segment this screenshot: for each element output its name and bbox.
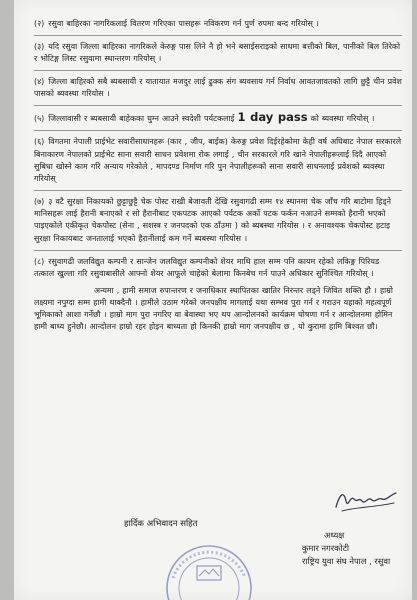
divider [34,130,402,131]
paragraph-number: (५) [34,114,45,124]
divider [34,250,402,251]
paragraph-number: (२) [34,19,45,28]
paragraph-number: (४) [34,77,45,87]
paragraph-6 [34,136,402,185]
divider [34,190,402,191]
paragraph-number: (७) [34,197,45,207]
signature-block [302,529,390,568]
signature-icon [332,485,402,519]
paragraph-text: जिल्ला बाहिरको सबै ब्यबसायी र यातायात मजदुर लाई ढुक्क संग ब्यवसाय गर्न निर्वाध आवतजावतको लागि छुट्टै चीन प्रवेश पासको ब्यवस्था गरियोस । [34,77,402,99]
document-body [34,18,402,342]
paragraph-number: (६) [34,137,45,147]
signatory-name: कुमार नगरकोटी [302,543,350,553]
signatory-organization: राष्ट्रिय युवा संघ नेपाल , रसुवा [302,556,391,566]
organization-stamp-icon [149,526,269,600]
paragraph-text: को ब्यवस्था गरियोस् । [307,114,375,124]
paragraph-text: विगतमा नेपाली प्राईभेट सवारीसाधानहरू (कार , जीप, बाईक) केरुङ्ग प्रवेश दिईरहेकोमा केही वर्ष अघिबाट नेपाल सरकारले बिनाकारण नेपालको प्राईभेट साना सवारी साधन प्रवेशमा रोक लगाई , चीन सरकारले गरि खाने नेपालीहरूलाई दिदै आएको सुबिधा खोस्ने काम गरि अन्याय गरेकोले , मापदण्ड निर्माण गरि पुन नेपालीहरूको साना सवारी साधनलाई प्रवेशको ब्यवस्था गरियोस् [34,137,402,184]
paragraph-2 [34,18,402,30]
closing-paragraph: अन्यमा , हामी समाज रुपान्तरण र जनाधिकार स्थापितका खातिर निरन्तर लड्ने जिवित शक्ति हौ । हाम्रो लक्ष्यमा नपुग्दा सम्म हामी थाक्दैनौ । हामीले उठाम गरेको जनपक्षीय मागलाई यथा सम्भव पुरा गर्न र गराउन यहाको महत्वपूर्ण भूमिकाको आशा गर्नेछौ । हाम्रो माग पुरा नगरिए वा बेवास्था भए थप आन्दोलनको कार्यक्रम घोषणा गर्न र आन्दोलनमा होमिन हामी बाध्य हुनेछौ। आन्दोलन हाम्रो रहर होइन बाध्यता हो किनकी हाम्रो माग जनपक्षीय छ , यो कुरामा हामि बिश्वत छौ। [34,285,393,332]
paragraph-text: ३ वटै सुरक्षा निकायको छुट्टाछुट्टै चेक पोस्ट राखी बेजावती देखि रसुवागढी सम्म १४ स्थानमा चेक जाँच गरि बाटोमा हिड्ने मानिसहरू लाई हैरानी बनाएको र सो हैरानीबाट एकपटक आएको पर्यटक अर्को पटक फर्कन नआउने सम्मको हैरानी भएको पाइएकोले एकीकृत चेकपोस्ट (सेना , सशस्त्र र जनपदको एक ठाँउमा ) को ब्यबस्था गरियोस । र अनावश्यक चेकपोस्ट हटाइ सुरक्षा निकायबाट जनतालाई भएको हैरानीलाई कम गर्ने ब्यबस्था गरियोस । [34,197,391,243]
paragraph-text: यदि रसुवा जिल्ला बाहिरका नागरिकले केरुङ्ग पास लिने नै हो भने बसाईसराइको साधमा बत्तीको बिल, पानीको बिल तिरेको र भोटिङ्ग लिस्ट रसुवामा स्थान्तरण गरियोस् । [34,42,401,64]
greeting: हार्दिक अभिवादन सहित [124,519,198,529]
paragraph-3 [34,41,402,65]
divider [34,35,402,36]
paragraph-number: (३) [34,42,45,51]
divider [34,70,402,71]
paragraph-number: (८) [34,256,45,266]
divider [34,105,402,106]
paragraph-text: जिल्लावासी र ब्यबसायी बाहेकका घुम्न आउने स्वदेशी पर्यटकलाई [48,114,238,124]
signatory-role: अध्यक्ष [324,530,345,540]
paragraph-4 [34,76,402,100]
document-page [14,0,412,600]
paragraph-5 [34,111,402,125]
paragraph-7 [34,196,402,245]
paragraph-text: रसुवागढी जलविद्युत कम्पनी र सान्जेन जलविद्युत कम्पनीको शेयर माथि हाल सम्म पनि कायम रहेको लकिङ्ग पिरियड तत्काल खुल्ला गरि रसुवाबासीले आफ्नो शेयर आफूले चाहेको बेलामा किनबेच गर्न पाउने अधिकार सुनिश्चित गरियोस् । [34,256,380,278]
day-pass-label: 1 day pass [237,110,308,125]
paragraph-8 [34,256,402,280]
paragraph-text: रसुवा बाहिरका नागरिकलाई वितरण गरिएका पासहरू नविकरण गर्न पुर्ण रुपमा बन्द गरियोस् । [48,19,319,28]
